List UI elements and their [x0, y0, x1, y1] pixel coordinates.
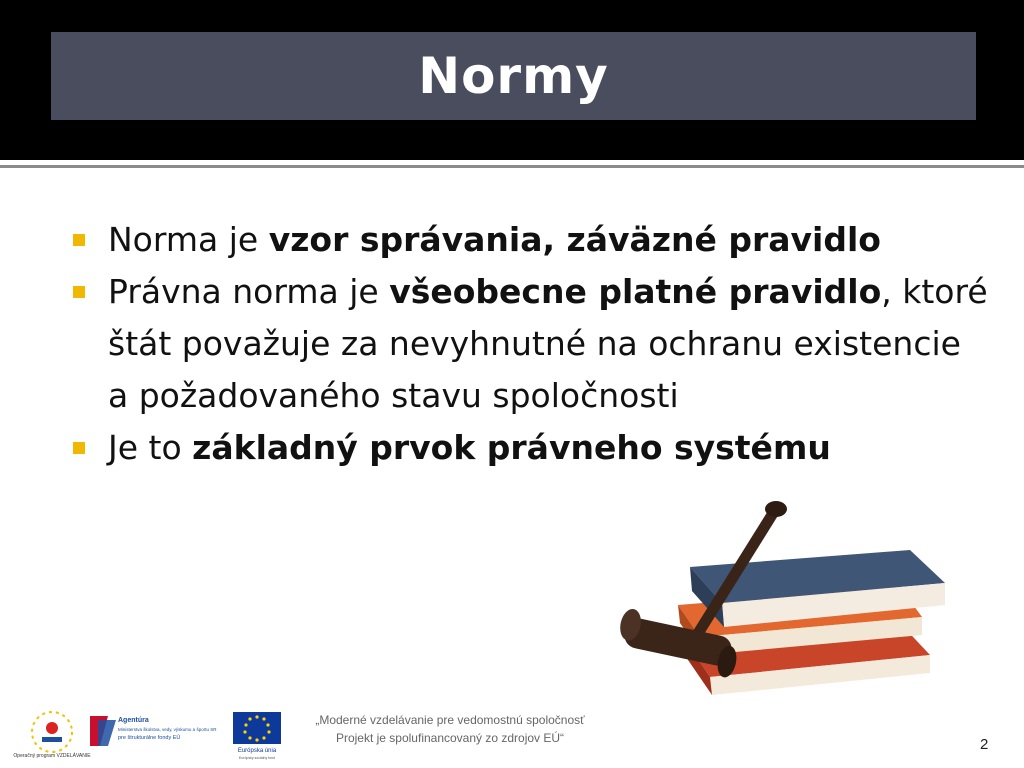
- slide-title: Normy: [418, 47, 609, 105]
- gavel-and-books-illustration: [600, 495, 990, 710]
- header-divider: [0, 160, 1024, 163]
- bullet-bold-text: vzor správania, záväzné pravidlo: [268, 220, 881, 259]
- agentura-logo: [90, 716, 217, 746]
- bullet-text: Je to: [108, 428, 193, 467]
- books-icon: [678, 550, 945, 695]
- logo2-title: Agentúra: [118, 717, 149, 724]
- footer-line-1: „Moderné vzdelávanie pre vedomostnú spoločnosť: [315, 713, 585, 727]
- footer-line-2: Projekt je spolufinancovaný zo zdrojov EÚ“: [335, 731, 565, 745]
- bullet-item: [70, 266, 990, 422]
- operacny-program-logo: [13, 712, 91, 759]
- logo1-text: Operačný program VZDELÁVANIE: [13, 753, 91, 759]
- bullet-item: [70, 422, 990, 474]
- title-bar: [51, 32, 976, 120]
- bullet-marker: [73, 286, 85, 298]
- bullet-text-tail: , ktoré štát považuje za nevyhnutné na ochranu existencie a požadovaného stavu spoločnosti: [108, 272, 988, 415]
- bullet-bold-text: všeobecne platné pravidlo: [389, 272, 882, 311]
- logo3-sub: Európsky sociálny fond: [239, 756, 275, 760]
- eu-flag-icon: [233, 712, 281, 760]
- logo3-label: Európska únia: [237, 748, 277, 754]
- header-divider-shadow: [0, 165, 1024, 168]
- bullet-text: Norma je: [108, 220, 269, 259]
- footer-project-text: [300, 711, 600, 747]
- bullet-list: [70, 214, 990, 474]
- bullet-marker: [73, 234, 85, 246]
- bullet-marker: [73, 442, 85, 454]
- bullet-item: [70, 214, 990, 266]
- bullet-text: Právna norma je: [108, 272, 390, 311]
- footer-logos: [13, 706, 298, 762]
- bullet-bold-text: základný prvok právneho systému: [192, 428, 831, 467]
- page-number: 2: [980, 736, 989, 753]
- logo2-line1: Ministerstva školstva, vedy, výskumu a športu SR: [118, 727, 217, 732]
- logo2-line2: pre štrukturálne fondy EÚ: [118, 735, 181, 741]
